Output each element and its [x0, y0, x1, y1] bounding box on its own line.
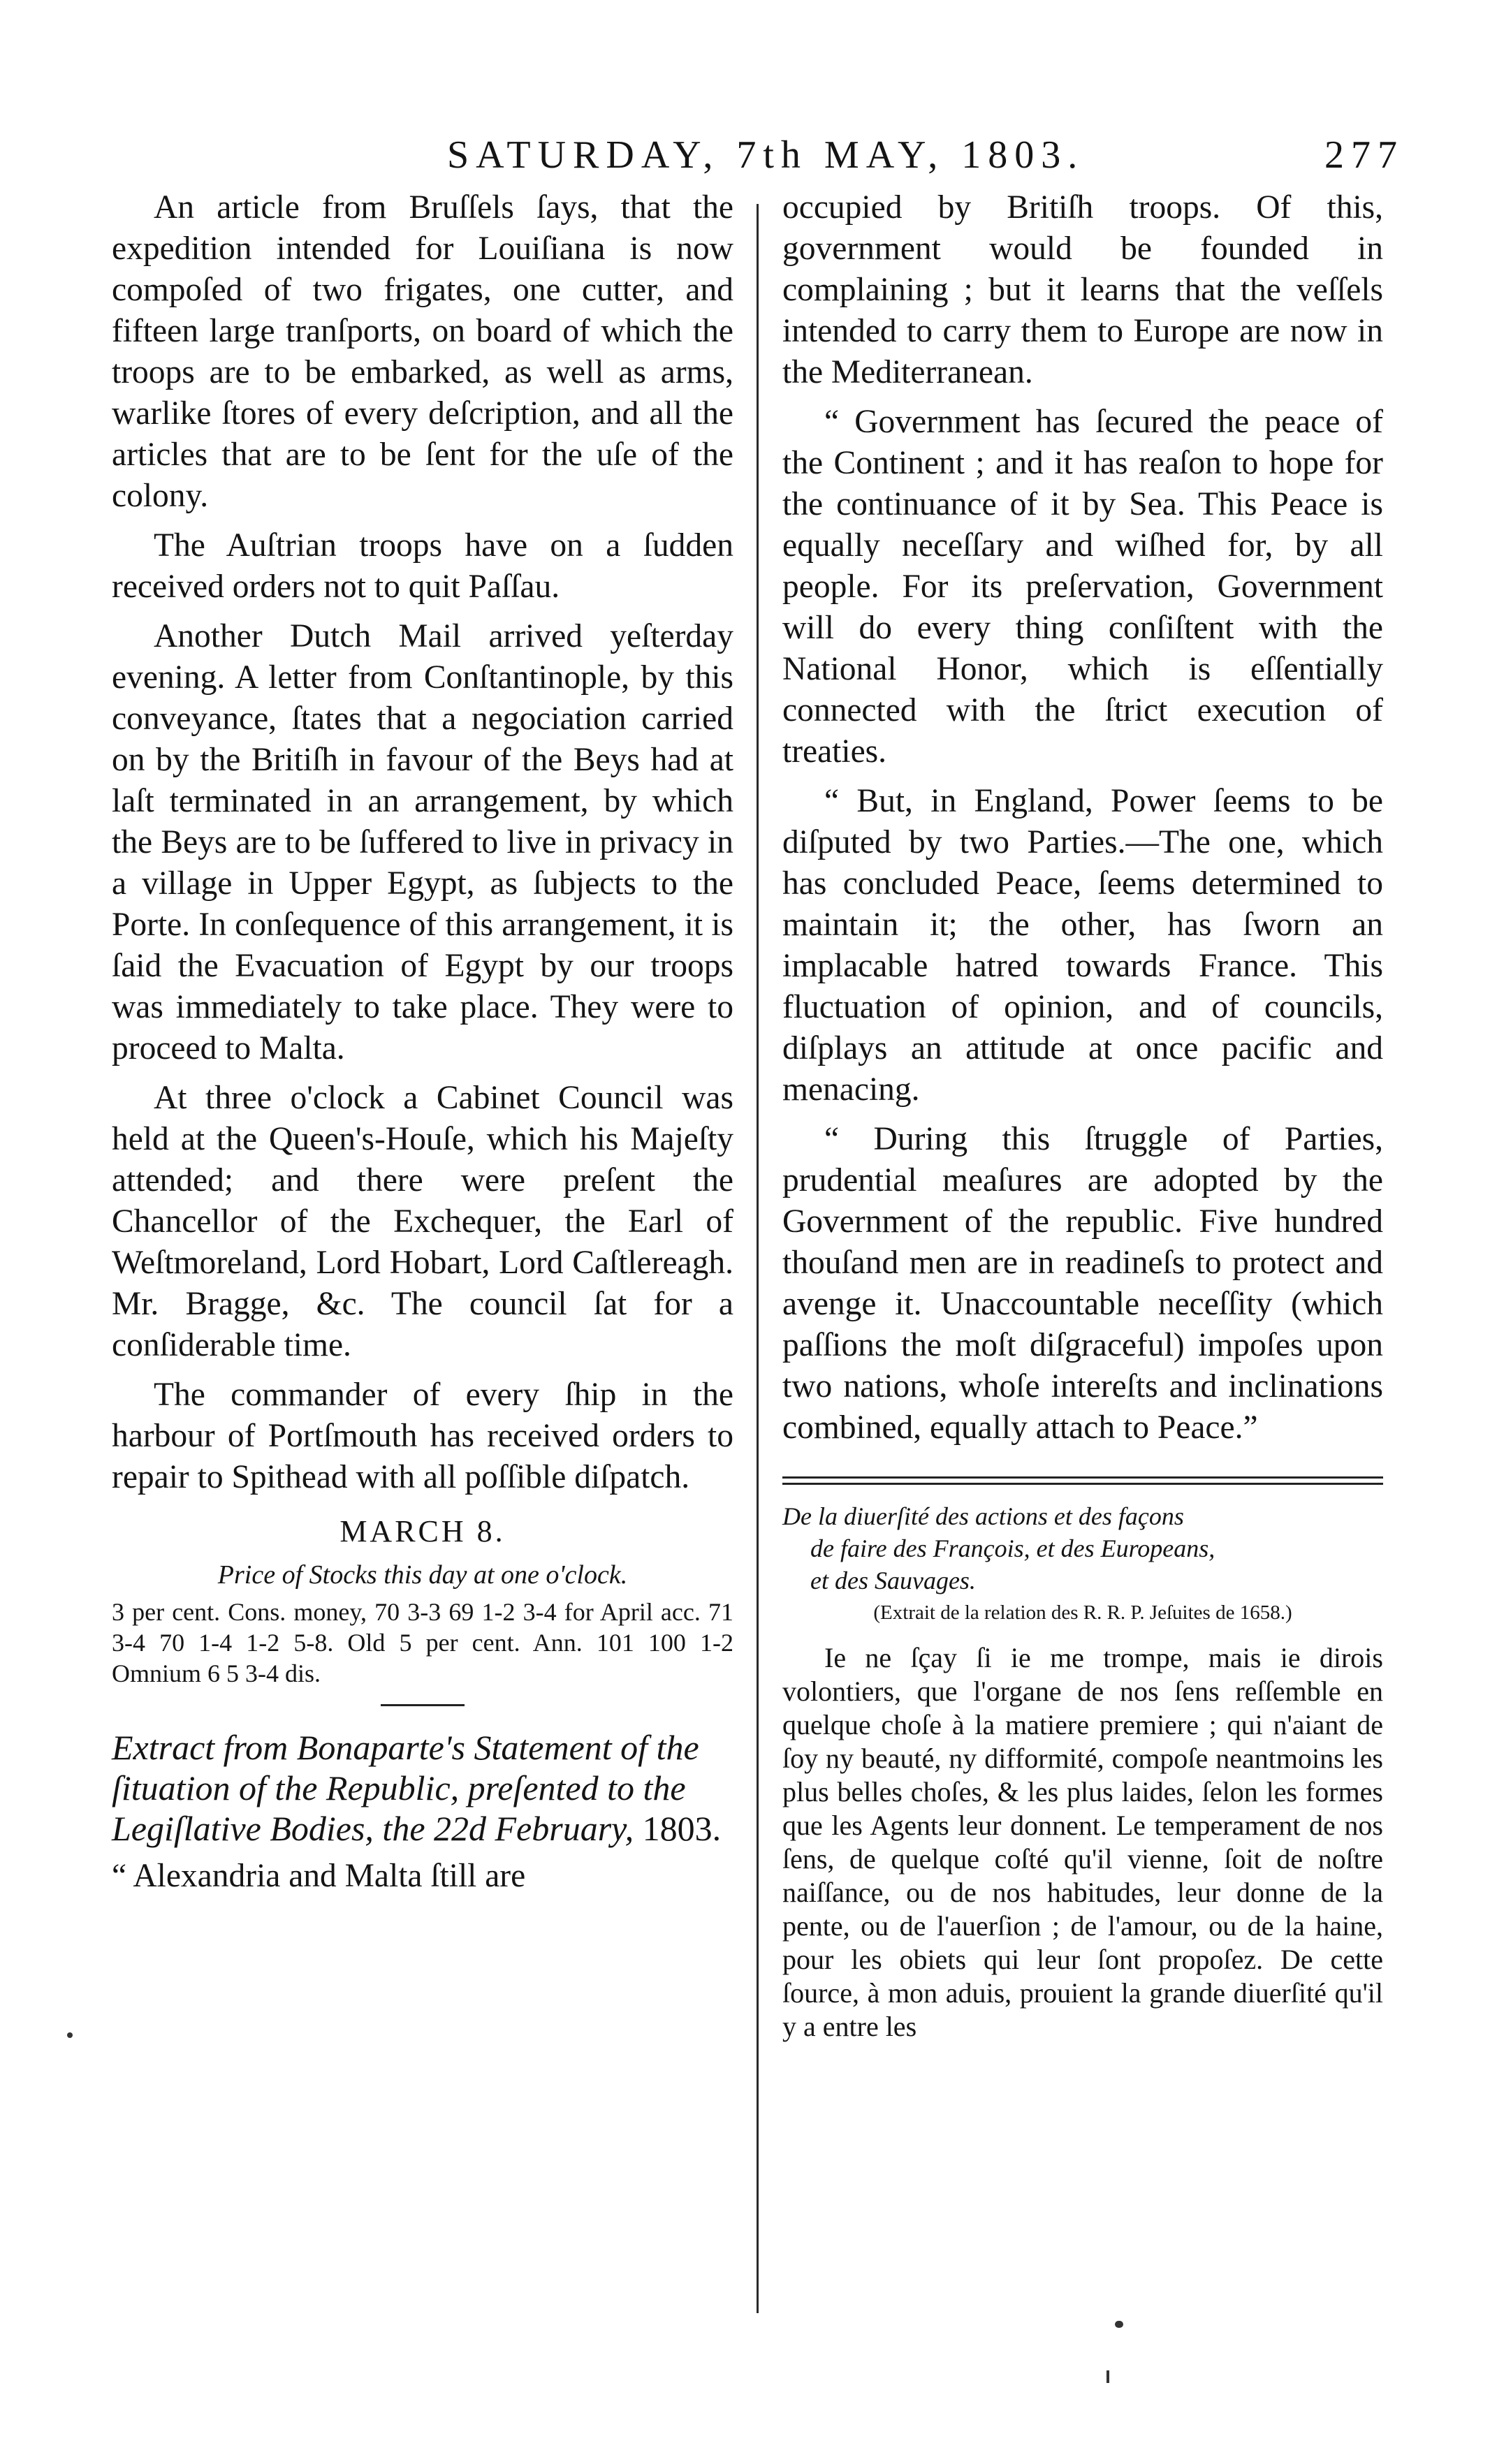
french-body: Ie ne ſçay ſi ie me trompe, mais ie dirois volontiers, que l'organe de nos ſens reſſemble en quelque choſe à la matiere premiere ; qui n'aiant de ſoy ny beauté, ny difformité, compoſe neantmoins les plus belles choſes, & les plus laides, ſelon les formes que les Agents leur donnent. Le temperament de nos ſens, de quelque coſté qu'il vienne, ſoit de noſtre naiſſance, ou de nos habitudes, leur donne de la pente, ou de l'auerſion ; de l'amour, ou de la haine, pour les obiets qui leur ſont propoſez. De cette ſource, à mon aduis, prouient la grande diuerſité qu'il y a entre les [782, 1642, 1383, 2042]
column-divider [757, 204, 759, 2313]
extract-first-line: “ Alexandria and Malta ſtill are [112, 1858, 526, 1894]
article-paragraph: The Auſtrian troops have on a ſudden received orders not to quit Paſſau. [112, 527, 733, 605]
ink-speck [1115, 2321, 1123, 2328]
article-paragraph: At three o'clock a Cabinet Council was held at the Queen's-Houſe, which his Majeſty attended; and there were preſent the Chancellor of the Exchequer, the Earl of Weſtmoreland, Lord Hobart, Lord Caſtlereagh. Mr. Bragge, &c. The council ſat for a conſiderable time. [112, 1080, 733, 1363]
article-paragraph: The commander of every ſhip in the harbour of Portſmouth has received orders to repair to Spithead with all poſſible diſpatch. [112, 1377, 733, 1495]
double-rule [782, 1476, 1383, 1488]
extract-title-italic: Extract from Bonaparte's Statement of the ſituation of the Republic, preſented to the Legiſlative Bodies, the 22d February, [112, 1728, 699, 1848]
march-heading: MARCH 8. [339, 1514, 506, 1548]
article-paragraph: occupied by Britiſh troops. Of this, government would be founded in complaining ; but it learns that the veſſels intended to carry them to Europe are now in the Mediterranean. [782, 189, 1383, 390]
article-paragraph: “ Government has ſecured the peace of the Continent ; and it has reaſon to hope for the continuance of it by Sea. This Peace is equally neceſſary and wiſhed for, by all people. For its preſervation, Government will do every thing conſiſtent with the National Honor, which is eſſentially connected with the ſtrict execution of treaties. [782, 404, 1383, 770]
page-number: 277 [1324, 133, 1404, 177]
article-paragraph: Another Dutch Mail arrived yeſterday evening. A letter from Conſtantinople, by this conveyance, ſtates that a negociation carried on by the Britiſh in favour of the Beys had at laſt terminated in an arrangement, by which the Beys are to be ſuffered to live in privacy in a village in Upper Egypt, as ſubjects to the Porte. In conſequence of this arrangement, it is ſaid the Evacuation of Egypt by our troops was immediately to take place. They were to proceed to Malta. [112, 618, 733, 1066]
stocks-text: 3 per cent. Cons. money, 70 3-3 69 1-2 3-4 for April acc. 71 3-4 70 1-4 1-2 5-8. Old 5 per cent. Ann. 101 100 1-2 Omnium 6 5 3-4 dis. [112, 1598, 733, 1687]
french-title [782, 1500, 1383, 1597]
left-column [112, 187, 733, 1905]
right-column [782, 187, 1383, 2052]
date-line: SATURDAY, 7th MAY, 1803. [447, 133, 1085, 177]
article-paragraph: An article from Bruſſels ſays, that the expedition intended for Louiſiana is now compoſed of two frigates, one cutter, and fifteen large tranſports, on board of which the troops are to be embarked, as well as arms, warlike ſtores of every deſcription, and all the articles that are to be ſent for the uſe of the colony. [112, 189, 733, 514]
article-paragraph: “ During this ſtruggle of Parties, prudential meaſures are adopted by the Government of the republic. Five hundred thouſand men are in readineſs to protect and avenge it. Unaccountable neceſſity (which paſſions the moſt diſgraceful) impoſes upon two nations, whoſe intereſts and inclinations combined, equally attach to Peace.” [782, 1121, 1383, 1446]
french-source-note: (Extrait de la relation des R. R. P. Jeſuites de 1658.) [873, 1601, 1292, 1624]
article-paragraph: “ But, in England, Power ſeems to be diſputed by two Parties.—The one, which has concluded Peace, ſeems determined to maintain it; the other, has ſworn an implacable hatred towards France. This fluctuation of opinion, and of councils, diſplays an attitude at once pacific and menacing. [782, 783, 1383, 1108]
ink-speck [1106, 2370, 1109, 2383]
extract-title [112, 1727, 733, 1849]
stocks-title: Price of Stocks this day at one o'clock. [217, 1560, 628, 1590]
section-rule [381, 1704, 465, 1706]
ink-speck [67, 2032, 73, 2038]
extract-title-year: 1803. [642, 1809, 722, 1848]
french-title-line: de faire des François, et des Europeans, [810, 1534, 1215, 1562]
page-header [447, 133, 1425, 189]
french-title-line: et des Sauvages. [810, 1567, 976, 1594]
french-title-line: De la diuerſité des actions et des façons [782, 1502, 1184, 1530]
